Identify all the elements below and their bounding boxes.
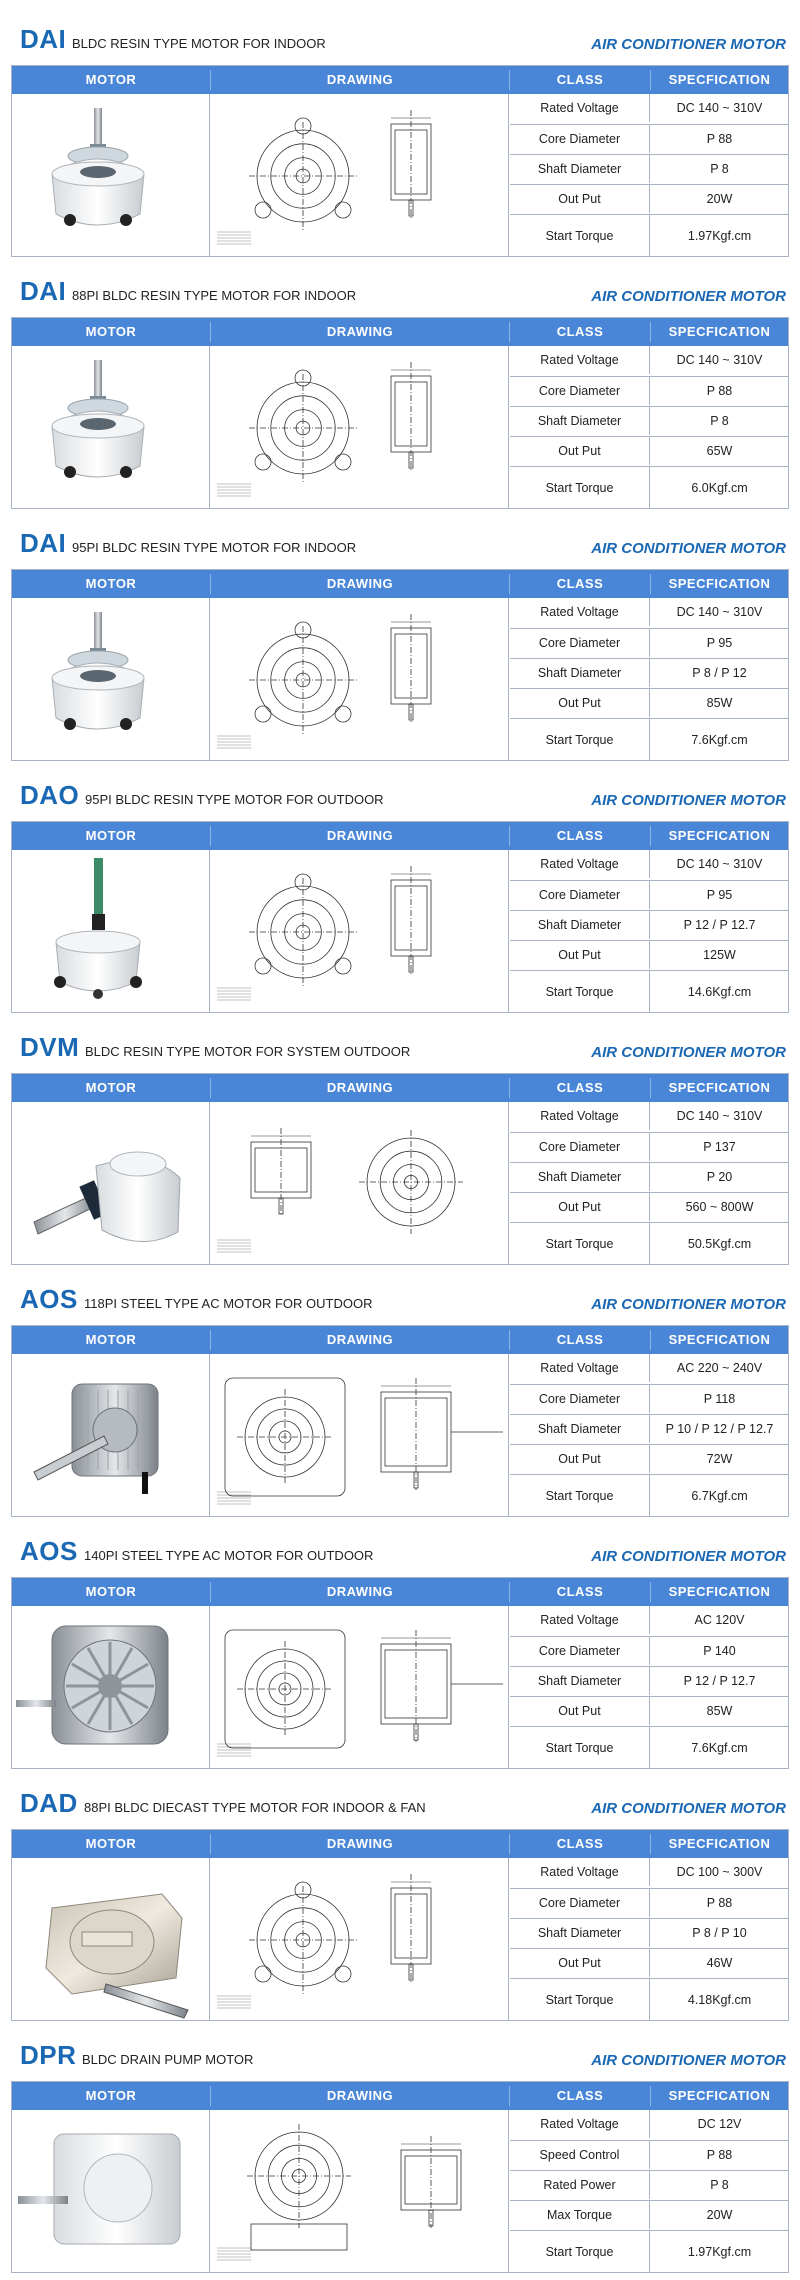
spec-label: Out Put (510, 437, 650, 465)
spec-row (510, 970, 788, 1012)
spec-value: P 88 (706, 384, 733, 398)
product-title-bar (20, 24, 786, 58)
header-drawing: DRAWING (326, 72, 394, 87)
spec-label: Shaft Diameter (510, 1163, 650, 1191)
spec-value: P 88 (706, 132, 733, 146)
product-category: AIR CONDITIONER MOTOR (591, 792, 786, 809)
spec-label: Start Torque (510, 719, 650, 761)
spec-value: 1.97Kgf.cm (687, 2245, 752, 2259)
technical-drawing-image (211, 1606, 509, 1768)
header-specification: SPECFICATION (668, 828, 771, 843)
spec-label: Shaft Diameter (510, 407, 650, 435)
header-specification: SPECFICATION (668, 1836, 771, 1851)
product-category: AIR CONDITIONER MOTOR (591, 36, 786, 53)
spec-table (11, 821, 789, 1013)
motor-photo (12, 1858, 210, 2020)
spec-row (510, 94, 788, 123)
spec-label: Core Diameter (510, 125, 650, 153)
product-section (0, 526, 800, 778)
technical-drawing-image (211, 1102, 509, 1264)
product-category: AIR CONDITIONER MOTOR (591, 1296, 786, 1313)
spec-label: Out Put (510, 1445, 650, 1473)
spec-value: 72W (706, 1452, 733, 1466)
spec-label: Max Torque (510, 2201, 650, 2229)
spec-row (510, 850, 788, 879)
header-class: CLASS (556, 324, 604, 339)
spec-row (510, 124, 788, 153)
spec-value: P 8 / P 10 (692, 1926, 747, 1940)
spec-value: 85W (706, 696, 733, 710)
spec-value: P 8 (710, 2178, 729, 2192)
spec-row (510, 154, 788, 183)
header-motor: MOTOR (85, 72, 137, 87)
product-code: DAD (20, 1788, 78, 1818)
technical-drawing-image (211, 346, 509, 508)
spec-table (11, 317, 789, 509)
product-section (0, 274, 800, 526)
spec-label: Core Diameter (510, 1889, 650, 1917)
product-title-bar (20, 1788, 786, 1822)
spec-label: Shaft Diameter (510, 911, 650, 939)
product-category: AIR CONDITIONER MOTOR (591, 2052, 786, 2069)
spec-table-header (12, 1326, 788, 1354)
spec-label: Rated Voltage (510, 1606, 650, 1634)
spec-row (510, 1354, 788, 1383)
spec-value: 85W (706, 1704, 733, 1718)
spec-value: P 88 (706, 1896, 733, 1910)
spec-table-header (12, 570, 788, 598)
spec-table (11, 2081, 789, 2273)
spec-value: 6.0Kgf.cm (691, 481, 748, 495)
spec-row (510, 2200, 788, 2229)
product-description: 95PI BLDC RESIN TYPE MOTOR FOR OUTDOOR (85, 792, 384, 807)
spec-label: Start Torque (510, 467, 650, 509)
spec-value: 20W (706, 192, 733, 206)
spec-value: DC 140 ~ 310V (676, 353, 763, 367)
spec-row (510, 436, 788, 465)
header-specification: SPECFICATION (668, 72, 771, 87)
spec-row (510, 1384, 788, 1413)
spec-row (510, 940, 788, 969)
product-section (0, 2038, 800, 2280)
technical-drawing (211, 94, 509, 256)
spec-row (510, 1726, 788, 1768)
header-drawing: DRAWING (326, 576, 394, 591)
spec-table-header (12, 66, 788, 94)
spec-value: P 8 (710, 414, 729, 428)
spec-label: Core Diameter (510, 881, 650, 909)
spec-row (510, 376, 788, 405)
motor-photo-image (12, 1354, 210, 1516)
spec-value: 50.5Kgf.cm (687, 1237, 752, 1251)
product-code: DAI (20, 24, 67, 54)
spec-label: Start Torque (510, 971, 650, 1013)
technical-drawing-image (211, 2110, 509, 2272)
motor-photo (12, 94, 210, 256)
header-class: CLASS (556, 1332, 604, 1347)
header-class: CLASS (556, 1836, 604, 1851)
spec-row (510, 346, 788, 375)
spec-row (510, 1102, 788, 1131)
spec-value: 7.6Kgf.cm (691, 1741, 748, 1755)
spec-value: DC 12V (697, 2117, 742, 2131)
header-specification: SPECFICATION (668, 1584, 771, 1599)
spec-value: 7.6Kgf.cm (691, 733, 748, 747)
header-specification: SPECFICATION (668, 1080, 771, 1095)
spec-value: 20W (706, 2208, 733, 2222)
spec-label: Shaft Diameter (510, 1415, 650, 1443)
header-drawing: DRAWING (326, 1836, 394, 1851)
header-specification: SPECFICATION (668, 2088, 771, 2103)
product-category: AIR CONDITIONER MOTOR (591, 288, 786, 305)
motor-photo (12, 346, 210, 508)
spec-row (510, 214, 788, 256)
header-drawing: DRAWING (326, 1080, 394, 1095)
spec-value: P 88 (706, 2148, 733, 2162)
spec-value: 14.6Kgf.cm (687, 985, 752, 999)
spec-label: Start Torque (510, 1979, 650, 2021)
spec-label: Out Put (510, 1697, 650, 1725)
spec-label: Start Torque (510, 1727, 650, 1769)
spec-row (510, 406, 788, 435)
motor-photo (12, 1606, 210, 1768)
technical-drawing (211, 850, 509, 1012)
product-title-bar (20, 276, 786, 310)
motor-photo (12, 2110, 210, 2272)
header-class: CLASS (556, 1584, 604, 1599)
header-class: CLASS (556, 2088, 604, 2103)
product-title-bar (20, 1536, 786, 1570)
header-motor: MOTOR (85, 576, 137, 591)
technical-drawing (211, 1858, 509, 2020)
product-category: AIR CONDITIONER MOTOR (591, 1044, 786, 1061)
spec-row (510, 598, 788, 627)
product-section (0, 22, 800, 274)
spec-label: Rated Voltage (510, 2110, 650, 2138)
spec-row (510, 688, 788, 717)
spec-value: P 12 / P 12.7 (683, 918, 756, 932)
spec-label: Core Diameter (510, 1385, 650, 1413)
technical-drawing (211, 2110, 509, 2272)
technical-drawing (211, 346, 509, 508)
spec-row (510, 1222, 788, 1264)
header-drawing: DRAWING (326, 1332, 394, 1347)
spec-row (510, 1978, 788, 2020)
spec-row (510, 1666, 788, 1695)
header-drawing: DRAWING (326, 324, 394, 339)
spec-label: Start Torque (510, 215, 650, 257)
spec-label: Core Diameter (510, 629, 650, 657)
spec-label: Core Diameter (510, 377, 650, 405)
spec-label: Shaft Diameter (510, 1667, 650, 1695)
technical-drawing-image (211, 850, 509, 1012)
spec-row (510, 1132, 788, 1161)
header-motor: MOTOR (85, 2088, 137, 2103)
spec-row (510, 880, 788, 909)
spec-label: Speed Control (510, 2141, 650, 2169)
header-class: CLASS (556, 1080, 604, 1095)
spec-value: P 118 (703, 1392, 736, 1406)
product-code: DVM (20, 1032, 80, 1062)
spec-label: Rated Voltage (510, 1102, 650, 1130)
technical-drawing-image (211, 1858, 509, 2020)
spec-value: DC 140 ~ 310V (676, 857, 763, 871)
motor-photo-image (12, 94, 210, 256)
spec-value: 6.7Kgf.cm (691, 1489, 748, 1503)
motor-photo-image (12, 1858, 210, 2020)
spec-label: Rated Voltage (510, 346, 650, 374)
spec-value: 560 ~ 800W (685, 1200, 754, 1214)
motor-photo-image (12, 1606, 210, 1768)
spec-label: Rated Voltage (510, 850, 650, 878)
product-description: 95PI BLDC RESIN TYPE MOTOR FOR INDOOR (72, 540, 357, 555)
product-section (0, 1534, 800, 1786)
spec-label: Start Torque (510, 1475, 650, 1517)
spec-table (11, 1325, 789, 1517)
product-title-bar (20, 1284, 786, 1318)
spec-row (510, 1414, 788, 1443)
product-description: 88PI BLDC RESIN TYPE MOTOR FOR INDOOR (72, 288, 357, 303)
spec-row (510, 1636, 788, 1665)
spec-row (510, 2170, 788, 2199)
spec-row (510, 2110, 788, 2139)
spec-value: P 8 / P 12 (692, 666, 747, 680)
spec-row (510, 1474, 788, 1516)
spec-row (510, 718, 788, 760)
product-title-bar (20, 2040, 786, 2074)
spec-value: AC 220 ~ 240V (676, 1361, 763, 1375)
product-title-bar (20, 1032, 786, 1066)
spec-row (510, 466, 788, 508)
header-drawing: DRAWING (326, 1584, 394, 1599)
product-code: AOS (20, 1284, 78, 1314)
product-section (0, 778, 800, 1030)
spec-row (510, 1606, 788, 1635)
technical-drawing (211, 1606, 509, 1768)
spec-value: 125W (703, 948, 736, 962)
spec-value: P 140 (703, 1644, 736, 1658)
spec-row (510, 1162, 788, 1191)
technical-drawing-image (211, 598, 509, 760)
spec-value: P 20 (706, 1170, 733, 1184)
spec-table-header (12, 1578, 788, 1606)
spec-row (510, 1918, 788, 1947)
product-category: AIR CONDITIONER MOTOR (591, 1548, 786, 1565)
header-motor: MOTOR (85, 1080, 137, 1095)
header-motor: MOTOR (85, 1332, 137, 1347)
product-description: 88PI BLDC DIECAST TYPE MOTOR FOR INDOOR & FAN (84, 1800, 426, 1815)
spec-value: AC 120V (694, 1613, 745, 1627)
spec-value: 46W (706, 1956, 733, 1970)
motor-photo (12, 850, 210, 1012)
motor-photo (12, 1102, 210, 1264)
spec-value: 65W (706, 444, 733, 458)
header-class: CLASS (556, 72, 604, 87)
product-code: DAI (20, 276, 67, 306)
spec-label: Shaft Diameter (510, 659, 650, 687)
spec-table-header (12, 822, 788, 850)
product-description: 118PI STEEL TYPE AC MOTOR FOR OUTDOOR (84, 1296, 373, 1311)
header-drawing: DRAWING (326, 828, 394, 843)
header-motor: MOTOR (85, 1836, 137, 1851)
spec-row (510, 910, 788, 939)
spec-label: Rated Power (510, 2171, 650, 2199)
technical-drawing-image (211, 1354, 509, 1516)
product-section (0, 1030, 800, 1282)
spec-row (510, 1948, 788, 1977)
spec-label: Shaft Diameter (510, 155, 650, 183)
spec-label: Out Put (510, 1949, 650, 1977)
product-code: DPR (20, 2040, 77, 2070)
spec-label: Shaft Diameter (510, 1919, 650, 1947)
spec-value: DC 140 ~ 310V (676, 1109, 763, 1123)
product-description: BLDC DRAIN PUMP MOTOR (82, 2052, 254, 2067)
product-code: AOS (20, 1536, 78, 1566)
spec-row (510, 1858, 788, 1887)
product-section (0, 1282, 800, 1534)
spec-row (510, 1444, 788, 1473)
spec-table (11, 1577, 789, 1769)
spec-table-header (12, 318, 788, 346)
product-title-bar (20, 528, 786, 562)
spec-label: Out Put (510, 1193, 650, 1221)
product-description: BLDC RESIN TYPE MOTOR FOR INDOOR (72, 36, 326, 51)
spec-row (510, 1696, 788, 1725)
motor-photo (12, 598, 210, 760)
spec-label: Rated Voltage (510, 1354, 650, 1382)
spec-table (11, 1073, 789, 1265)
technical-drawing (211, 598, 509, 760)
spec-row (510, 2140, 788, 2169)
spec-value: P 95 (706, 636, 733, 650)
spec-label: Start Torque (510, 2231, 650, 2273)
product-category: AIR CONDITIONER MOTOR (591, 1800, 786, 1817)
spec-label: Rated Voltage (510, 598, 650, 626)
spec-value: P 10 / P 12 / P 12.7 (665, 1422, 774, 1436)
spec-value: P 8 (710, 162, 729, 176)
spec-row (510, 658, 788, 687)
motor-photo-image (12, 850, 210, 1012)
spec-label: Out Put (510, 185, 650, 213)
spec-value: P 95 (706, 888, 733, 902)
motor-photo (12, 1354, 210, 1516)
spec-table (11, 569, 789, 761)
spec-value: 1.97Kgf.cm (687, 229, 752, 243)
technical-drawing (211, 1354, 509, 1516)
header-motor: MOTOR (85, 828, 137, 843)
motor-photo-image (12, 598, 210, 760)
header-specification: SPECFICATION (668, 324, 771, 339)
motor-photo-image (12, 346, 210, 508)
spec-value: 4.18Kgf.cm (687, 1993, 752, 2007)
product-description: 140PI STEEL TYPE AC MOTOR FOR OUTDOOR (84, 1548, 374, 1563)
motor-photo-image (12, 1102, 210, 1264)
spec-value: P 12 / P 12.7 (683, 1674, 756, 1688)
spec-row (510, 184, 788, 213)
spec-row (510, 1192, 788, 1221)
product-section (0, 1786, 800, 2038)
spec-value: DC 140 ~ 310V (676, 101, 763, 115)
header-motor: MOTOR (85, 324, 137, 339)
product-category: AIR CONDITIONER MOTOR (591, 540, 786, 557)
spec-table-header (12, 1074, 788, 1102)
header-motor: MOTOR (85, 1584, 137, 1599)
spec-label: Core Diameter (510, 1637, 650, 1665)
spec-label: Core Diameter (510, 1133, 650, 1161)
spec-value: P 137 (703, 1140, 736, 1154)
header-specification: SPECFICATION (668, 1332, 771, 1347)
spec-label: Rated Voltage (510, 94, 650, 122)
spec-label: Out Put (510, 689, 650, 717)
product-code: DAO (20, 780, 80, 810)
spec-table-header (12, 1830, 788, 1858)
spec-row (510, 2230, 788, 2272)
header-class: CLASS (556, 576, 604, 591)
product-description: BLDC RESIN TYPE MOTOR FOR SYSTEM OUTDOOR (85, 1044, 411, 1059)
spec-table (11, 1829, 789, 2021)
header-specification: SPECFICATION (668, 576, 771, 591)
technical-drawing (211, 1102, 509, 1264)
spec-value: DC 140 ~ 310V (676, 605, 763, 619)
spec-label: Out Put (510, 941, 650, 969)
header-class: CLASS (556, 828, 604, 843)
spec-table-header (12, 2082, 788, 2110)
product-title-bar (20, 780, 786, 814)
spec-row (510, 628, 788, 657)
spec-table (11, 65, 789, 257)
spec-value: DC 100 ~ 300V (676, 1865, 763, 1879)
spec-label: Start Torque (510, 1223, 650, 1265)
header-drawing: DRAWING (326, 2088, 394, 2103)
motor-photo-image (12, 2110, 210, 2272)
technical-drawing-image (211, 94, 509, 256)
spec-label: Rated Voltage (510, 1858, 650, 1886)
spec-row (510, 1888, 788, 1917)
product-code: DAI (20, 528, 67, 558)
